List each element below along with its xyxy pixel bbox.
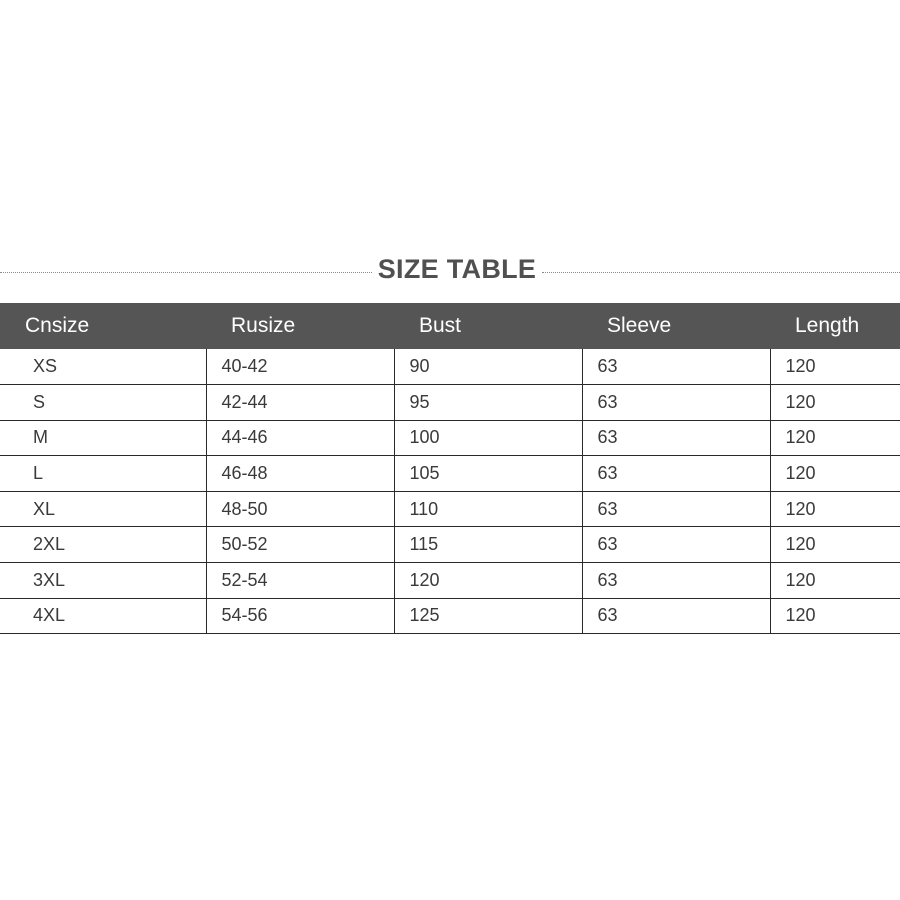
cell-length: 120 bbox=[770, 385, 900, 421]
cell-bust: 100 bbox=[394, 420, 582, 456]
cell-cnsize: M bbox=[0, 420, 206, 456]
size-table-title-row bbox=[0, 252, 900, 296]
cell-bust: 125 bbox=[394, 598, 582, 634]
header-row bbox=[0, 303, 900, 349]
cell-cnsize: XS bbox=[0, 349, 206, 385]
column-header-cnsize: Cnsize bbox=[0, 303, 206, 349]
cell-length: 120 bbox=[770, 491, 900, 527]
table-row bbox=[0, 527, 900, 563]
cell-sleeve: 63 bbox=[582, 527, 770, 563]
size-table-body bbox=[0, 349, 900, 634]
cell-sleeve: 63 bbox=[582, 491, 770, 527]
table-row bbox=[0, 456, 900, 492]
column-header-rusize: Rusize bbox=[206, 303, 394, 349]
table-row bbox=[0, 563, 900, 599]
cell-length: 120 bbox=[770, 420, 900, 456]
cell-cnsize: S bbox=[0, 385, 206, 421]
cell-length: 120 bbox=[770, 563, 900, 599]
cell-rusize: 54-56 bbox=[206, 598, 394, 634]
cell-sleeve: 63 bbox=[582, 349, 770, 385]
cell-rusize: 42-44 bbox=[206, 385, 394, 421]
table-row bbox=[0, 349, 900, 385]
cell-sleeve: 63 bbox=[582, 385, 770, 421]
column-header-length: Length bbox=[770, 303, 900, 349]
cell-bust: 110 bbox=[394, 491, 582, 527]
table-row bbox=[0, 598, 900, 634]
table-row bbox=[0, 491, 900, 527]
cell-length: 120 bbox=[770, 456, 900, 492]
cell-bust: 105 bbox=[394, 456, 582, 492]
cell-rusize: 44-46 bbox=[206, 420, 394, 456]
cell-cnsize: L bbox=[0, 456, 206, 492]
page-title: SIZE TABLE bbox=[377, 254, 537, 284]
cell-cnsize: XL bbox=[0, 491, 206, 527]
cell-rusize: 52-54 bbox=[206, 563, 394, 599]
cell-rusize: 50-52 bbox=[206, 527, 394, 563]
cell-bust: 95 bbox=[394, 385, 582, 421]
cell-bust: 115 bbox=[394, 527, 582, 563]
cell-length: 120 bbox=[770, 349, 900, 385]
cell-length: 120 bbox=[770, 598, 900, 634]
cell-cnsize: 3XL bbox=[0, 563, 206, 599]
column-header-sleeve: Sleeve bbox=[582, 303, 770, 349]
table-row bbox=[0, 385, 900, 421]
dotted-rule-left bbox=[0, 272, 372, 273]
cell-bust: 120 bbox=[394, 563, 582, 599]
cell-sleeve: 63 bbox=[582, 563, 770, 599]
size-table bbox=[0, 303, 900, 634]
cell-bust: 90 bbox=[394, 349, 582, 385]
dotted-rule-right bbox=[542, 272, 900, 273]
table-row bbox=[0, 420, 900, 456]
cell-sleeve: 63 bbox=[582, 456, 770, 492]
cell-length: 120 bbox=[770, 527, 900, 563]
cell-sleeve: 63 bbox=[582, 598, 770, 634]
cell-cnsize: 2XL bbox=[0, 527, 206, 563]
cell-rusize: 40-42 bbox=[206, 349, 394, 385]
cell-cnsize: 4XL bbox=[0, 598, 206, 634]
cell-rusize: 48-50 bbox=[206, 491, 394, 527]
cell-rusize: 46-48 bbox=[206, 456, 394, 492]
column-header-bust: Bust bbox=[394, 303, 582, 349]
cell-sleeve: 63 bbox=[582, 420, 770, 456]
size-table-header bbox=[0, 303, 900, 349]
